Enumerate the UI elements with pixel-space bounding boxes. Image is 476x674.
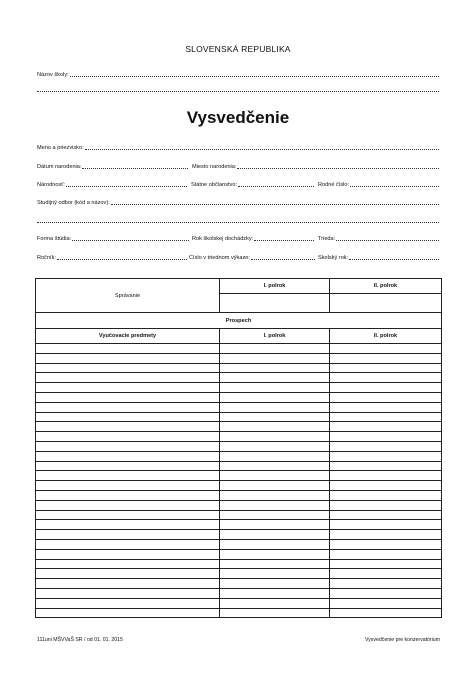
subject-name-cell[interactable]: [36, 344, 220, 354]
subject-row: [36, 608, 442, 618]
subject-name-cell[interactable]: [36, 392, 220, 402]
subject-half2-cell[interactable]: [330, 344, 442, 354]
school-name-label: Názov školy:: [37, 72, 69, 78]
country-header: SLOVENSKÁ REPUBLIKA: [185, 44, 291, 54]
subject-half1-cell[interactable]: [220, 353, 330, 363]
birth-number-field[interactable]: [318, 182, 439, 188]
subject-row: [36, 471, 442, 481]
subject-row: [36, 373, 442, 383]
subject-name-cell[interactable]: [36, 481, 220, 491]
subject-row: [36, 392, 442, 402]
subject-half1-cell[interactable]: [220, 500, 330, 510]
class-field[interactable]: [318, 236, 439, 242]
subject-half1-cell[interactable]: [220, 588, 330, 598]
grades-table: [35, 278, 442, 618]
subject-name-cell[interactable]: [36, 451, 220, 461]
nationality-label: Národnosť:: [37, 182, 65, 188]
subject-name-cell[interactable]: [36, 510, 220, 520]
subject-half2-cell[interactable]: [330, 510, 442, 520]
subject-name-cell[interactable]: [36, 402, 220, 412]
subject-half1-cell[interactable]: [220, 481, 330, 491]
school-year-field[interactable]: [318, 255, 439, 261]
subject-half1-cell[interactable]: [220, 402, 330, 412]
subject-half1-cell[interactable]: [220, 392, 330, 402]
subject-half1-cell[interactable]: [220, 510, 330, 520]
subject-half1-cell[interactable]: [220, 530, 330, 540]
study-field-label: Študijný odbor (kód a názov):: [37, 200, 110, 206]
subject-half2-cell[interactable]: [330, 451, 442, 461]
subject-half2-cell[interactable]: [330, 608, 442, 618]
subject-half2-cell[interactable]: [330, 432, 442, 442]
subject-half1-cell[interactable]: [220, 441, 330, 451]
class-label: Trieda:: [318, 236, 336, 242]
subject-half2-cell[interactable]: [330, 579, 442, 589]
citizenship-label: Štátne občianstvo:: [191, 182, 238, 188]
subject-row: [36, 344, 442, 354]
behavior-half1-cell[interactable]: [220, 294, 330, 313]
subject-row: [36, 530, 442, 540]
results-label: Prospech: [36, 313, 442, 329]
subject-row: [36, 549, 442, 559]
subject-row: [36, 539, 442, 549]
subject-row: [36, 500, 442, 510]
subjects-header: Vyučovacie predmety: [36, 329, 220, 344]
subject-half2-cell[interactable]: [330, 530, 442, 540]
subject-half1-cell[interactable]: [220, 598, 330, 608]
study-field-field[interactable]: [37, 200, 439, 206]
birth-number-label: Rodné číslo:: [318, 182, 350, 188]
subject-row: [36, 490, 442, 500]
subject-half2-cell[interactable]: [330, 422, 442, 432]
citizenship-field[interactable]: [191, 182, 314, 188]
register-number-label: Číslo v triednom výkaze:: [189, 255, 250, 261]
subject-row: [36, 520, 442, 530]
subject-half2-cell[interactable]: [330, 500, 442, 510]
subject-half2-cell[interactable]: [330, 520, 442, 530]
subject-name-cell[interactable]: [36, 363, 220, 373]
subject-half2-cell[interactable]: [330, 353, 442, 363]
register-number-field[interactable]: [189, 255, 315, 261]
subject-half1-cell[interactable]: [220, 451, 330, 461]
subject-half2-cell[interactable]: [330, 373, 442, 383]
subject-row: [36, 363, 442, 373]
study-form-field[interactable]: [37, 236, 189, 242]
subject-half2-cell[interactable]: [330, 402, 442, 412]
subject-row: [36, 569, 442, 579]
subject-name-cell[interactable]: [36, 588, 220, 598]
subject-name-cell[interactable]: [36, 520, 220, 530]
behavior-label: Správanie: [36, 279, 220, 313]
subject-half1-cell[interactable]: [220, 579, 330, 589]
grade-field[interactable]: [37, 255, 187, 261]
subject-name-cell[interactable]: [36, 500, 220, 510]
subject-row: [36, 441, 442, 451]
subject-name-cell[interactable]: [36, 608, 220, 618]
subject-half2-cell[interactable]: [330, 383, 442, 393]
birth-place-field[interactable]: [192, 164, 439, 170]
subject-half1-cell[interactable]: [220, 559, 330, 569]
subject-half1-cell[interactable]: [220, 549, 330, 559]
subject-half2-cell[interactable]: [330, 392, 442, 402]
subject-half1-cell[interactable]: [220, 373, 330, 383]
subject-half2-cell[interactable]: [330, 481, 442, 491]
subject-half1-cell[interactable]: [220, 383, 330, 393]
subject-half2-cell[interactable]: [330, 363, 442, 373]
results-half2-header: II. polrok: [330, 329, 442, 344]
birth-date-label: Dátum narodenia:: [37, 164, 82, 170]
subject-row: [36, 588, 442, 598]
name-field[interactable]: [37, 145, 439, 151]
subject-name-cell[interactable]: [36, 373, 220, 383]
birth-date-field[interactable]: [37, 164, 188, 170]
study-form-label: Forma štúdia:: [37, 236, 72, 242]
subject-half1-cell[interactable]: [220, 344, 330, 354]
subject-name-cell[interactable]: [36, 461, 220, 471]
grade-label: Ročník:: [37, 255, 56, 261]
subject-name-cell[interactable]: [36, 471, 220, 481]
subject-half1-cell[interactable]: [220, 461, 330, 471]
subject-half1-cell[interactable]: [220, 422, 330, 432]
subject-name-cell[interactable]: [36, 383, 220, 393]
subject-half2-cell[interactable]: [330, 412, 442, 422]
subject-row: [36, 510, 442, 520]
subject-name-cell[interactable]: [36, 353, 220, 363]
attendance-year-field[interactable]: [192, 236, 314, 242]
subject-name-cell[interactable]: [36, 598, 220, 608]
results-half1-header: I. polrok: [220, 329, 330, 344]
subject-row: [36, 481, 442, 491]
subject-name-cell[interactable]: [36, 579, 220, 589]
name-label: Meno a priezvisko:: [37, 145, 84, 151]
subject-row: [36, 353, 442, 363]
subject-half1-cell[interactable]: [220, 608, 330, 618]
subject-half1-cell[interactable]: [220, 520, 330, 530]
school-year-label: Školský rok:: [318, 255, 349, 261]
subject-half2-cell[interactable]: [330, 539, 442, 549]
subject-row: [36, 579, 442, 589]
subject-name-cell[interactable]: [36, 569, 220, 579]
subject-half2-cell[interactable]: [330, 549, 442, 559]
subject-half2-cell[interactable]: [330, 490, 442, 500]
subject-row: [36, 432, 442, 442]
subject-row: [36, 412, 442, 422]
subject-half1-cell[interactable]: [220, 569, 330, 579]
behavior-half2-header: II. polrok: [330, 279, 442, 294]
subject-half2-cell[interactable]: [330, 588, 442, 598]
subject-name-cell[interactable]: [36, 432, 220, 442]
subject-half2-cell[interactable]: [330, 559, 442, 569]
subject-row: [36, 383, 442, 393]
subject-half1-cell[interactable]: [220, 539, 330, 549]
birth-place-label: Miesto narodenia:: [192, 164, 237, 170]
subject-half1-cell[interactable]: [220, 471, 330, 481]
behavior-half2-cell[interactable]: [330, 294, 442, 313]
subject-half2-cell[interactable]: [330, 471, 442, 481]
subject-half2-cell[interactable]: [330, 441, 442, 451]
school-name-field[interactable]: [37, 72, 439, 78]
attendance-year-label: Rok školskej dochádzky:: [192, 236, 254, 242]
subject-row: [36, 598, 442, 608]
subject-name-cell[interactable]: [36, 412, 220, 422]
subject-name-cell[interactable]: [36, 530, 220, 540]
study-field-line-2[interactable]: [37, 222, 439, 223]
subject-half2-cell[interactable]: [330, 569, 442, 579]
behavior-half1-header: I. polrok: [220, 279, 330, 294]
footer-form-code: 111uni MŠVVaŠ SR / od 01. 01. 2015: [37, 637, 123, 643]
subject-half2-cell[interactable]: [330, 598, 442, 608]
subject-row: [36, 451, 442, 461]
subject-row: [36, 422, 442, 432]
subject-row: [36, 559, 442, 569]
subject-name-cell[interactable]: [36, 539, 220, 549]
subject-half1-cell[interactable]: [220, 432, 330, 442]
footer-form-type: Vysvedčenie pre konzervatórium: [364, 637, 440, 643]
subject-name-cell[interactable]: [36, 549, 220, 559]
subject-row: [36, 461, 442, 471]
subject-half1-cell[interactable]: [220, 412, 330, 422]
subject-half1-cell[interactable]: [220, 363, 330, 373]
subject-row: [36, 402, 442, 412]
school-name-line-2[interactable]: [37, 91, 439, 92]
nationality-field[interactable]: [37, 182, 187, 188]
subject-name-cell[interactable]: [36, 441, 220, 451]
subject-half1-cell[interactable]: [220, 490, 330, 500]
subject-name-cell[interactable]: [36, 490, 220, 500]
subject-name-cell[interactable]: [36, 559, 220, 569]
document-title: Vysvedčenie: [186, 108, 290, 127]
subject-half2-cell[interactable]: [330, 461, 442, 471]
subject-name-cell[interactable]: [36, 422, 220, 432]
